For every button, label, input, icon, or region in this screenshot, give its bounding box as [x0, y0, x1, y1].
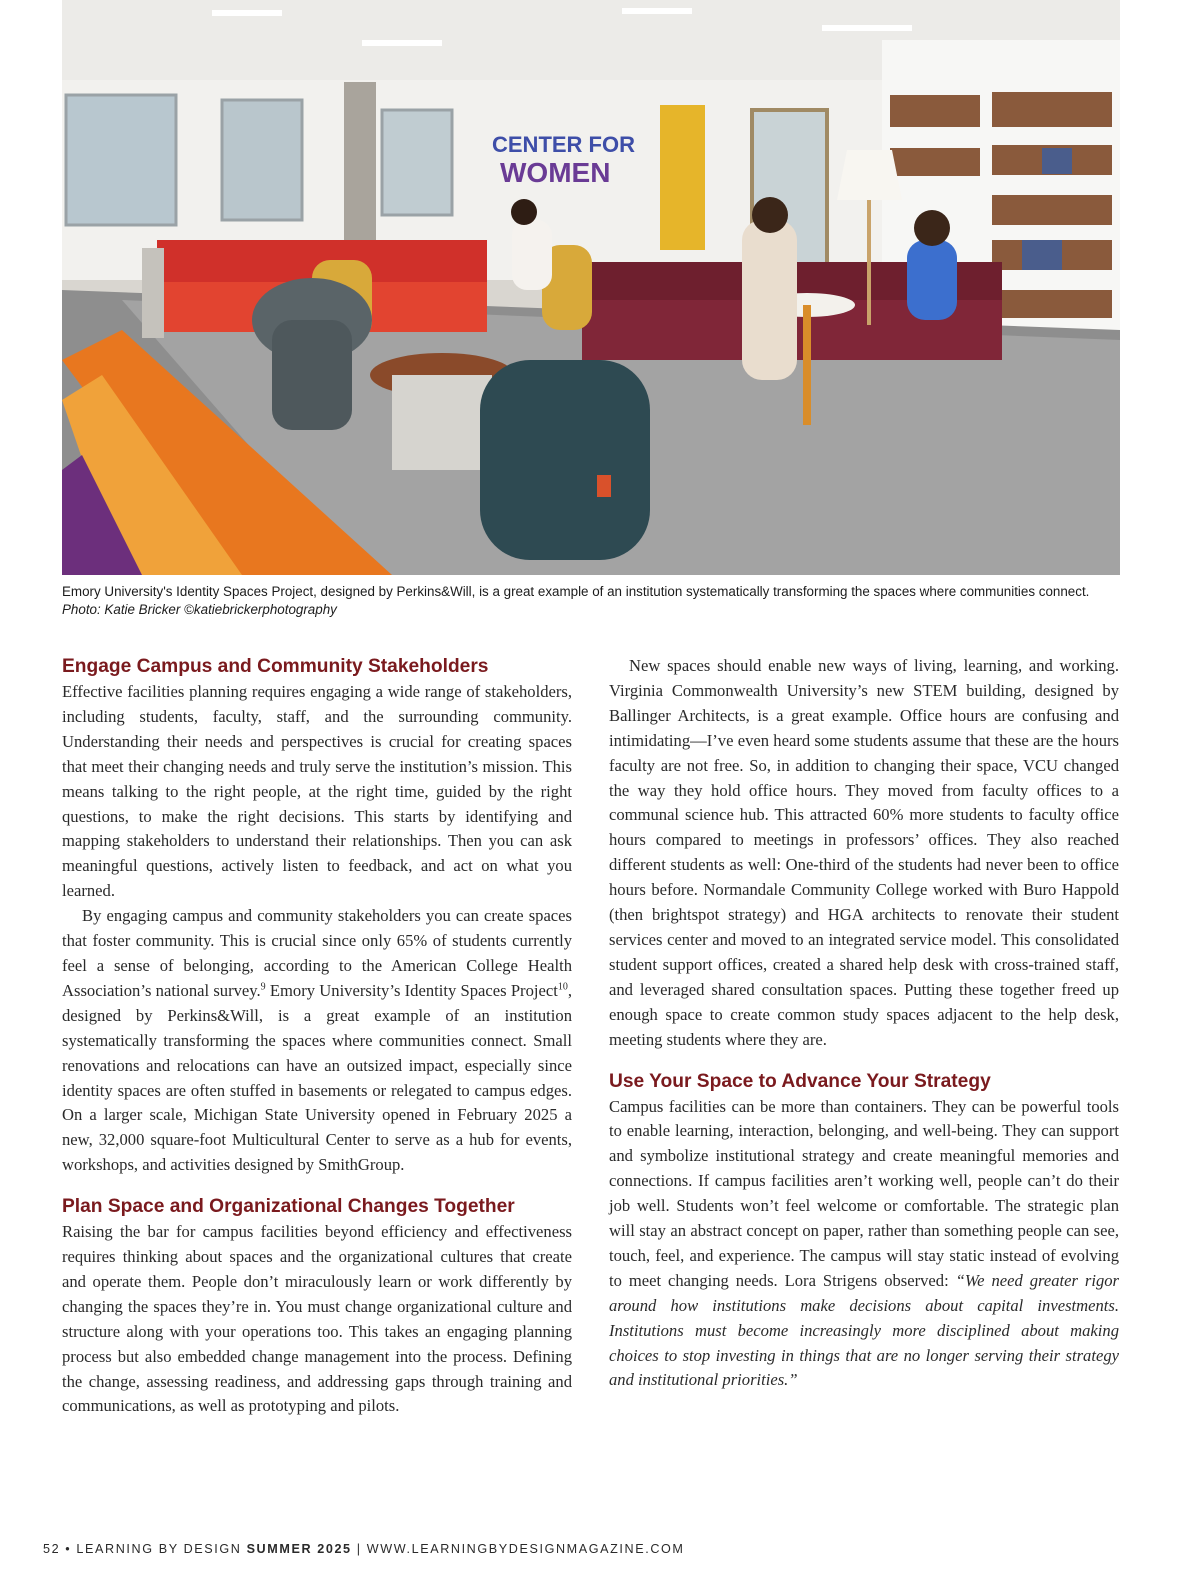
paragraph: Campus facilities can be more than containers. They can be powerful tools to enable learning, interaction, belonging, and well-being. They can support and symbolize institutional strategy and create meaningful memories and connections. If campus facilities aren’t working well, people can’t do their job well. Students won’t feel welcome or comfortable. The strategic plan will stay an abstract concept on paper, rather than something people can see, touch, feel, and experience. The campus will stay static instead of evolving to meet changing needs. Lora Strigens observed: “We need greater rigor around how institutions make decisions about capital investments. Institutions must become increasingly more disciplined about making choices to stop investing in things that are no longer serving their strategy and institutional priorities.” [609, 1096, 1119, 1390]
paragraph: New spaces should enable new ways of living, learning, and working. Virginia Commonwealth University’s new STEM building, designed by Ballinger Architects, is a great example. Office hours are confusing and intimidating—I’ve even heard some students assume that these are the hours faculty are not free. So, in addition to changing their space, VCU changed the way they hold office hours. They moved from faculty offices to a communal science hub. This attracted 60% more students to faculty office hours compared to meetings in professors’ offices. They also reached different students as well: One-third of the students had never been to office hours before. Normandale Community College worked with Buro Happold (then brightspot strategy) and HGA architects to renovate their student services center and moved to an integrated service model. This consolidated student support offices, created a shared help desk with cross-trained staff, and leveraged shared consultation spaces. Putting these together freed up enough space to create common study spaces adjacent to the help desk, meeting students where they are. [609, 656, 1119, 1049]
paragraph: By engaging campus and community stakeholders you can create spaces that foster community. This is crucial since only 65% of students currently feel a sense of belonging, according to the American College Health Association’s national survey.$^9$ Emory University’s Identity Spaces Project$^{10}$, designed by Perkins&Will, is a great example of an institution systematically transforming the spaces where communities connect. Small renovations and relocations can have an outsized impact, especially since identity spaces are often stuffed in basements or relegated to campus edges. On a larger scale, Michigan State University opened in February 2025 a new, 32,000 square-foot Multicultural Center to serve as a hub for events, workshops, and activities designed by SmithGroup. [62, 906, 572, 1175]
section-heading-plan: Plan Space and Organizational Changes Together [62, 1196, 515, 1218]
photo-caption [62, 583, 1142, 619]
caption-text: Emory University's Identity Spaces Project, designed by Perkins&Will, is a great example of an institution systematically transforming the spaces where communities connect. [62, 584, 1090, 599]
footer-url: | WWW.LEARNINGBYDESIGNMAGAZINE.COM [351, 1542, 685, 1556]
section-heading-engage: Engage Campus and Community Stakeholders [62, 656, 489, 677]
lounge-scene-illustration [62, 0, 1120, 575]
left-column [62, 654, 572, 1419]
section-heading-strategy: Use Your Space to Advance Your Strategy [609, 1070, 991, 1092]
paragraph: Effective facilities planning requires engaging a wide range of stakeholders, including students, faculty, staff, and the surrounding community. Understanding their needs and perspectives is crucial for creating spaces that meet their changing needs and truly serve the institution’s mission. This means talking to the right people, at the right time, guided by the right questions, to make the right decisions. This starts by identifying and mapping stakeholders to understand their relationships. Then you can ask meaningful questions, actively listen to feedback, and act on what you learned. [62, 682, 572, 901]
article-photo [62, 0, 1120, 575]
right-column [609, 654, 1119, 1393]
footer-issue: SUMMER 2025 [246, 1542, 352, 1556]
footnote-ref: 10 [557, 981, 568, 993]
photo-credit: Photo: Katie Bricker ©katiebrickerphotography [62, 602, 337, 617]
page-footer [43, 1542, 685, 1556]
pull-quote: “We need greater rigor around how institutions make decisions about capital investments. Institutions must become increasingly more disciplined about making choices to stop investing in things that are no longer serving their strategy and institutional priorities.” [609, 1270, 1119, 1390]
footnote-ref: 9 [260, 981, 266, 993]
paragraph: Raising the bar for campus facilities beyond efficiency and effectiveness requires thinking about spaces and the organizational cultures that create and operate them. People don’t miraculously learn or work differently by changing the spaces they’re in. You must change organizational culture and structure along with your operations too. This takes an engaging planning process but also embedded change management into the process. Defining the change, assessing readiness, and addressing gaps through training and communications, as well as prototyping and pilots. [62, 1222, 572, 1416]
svg-text:WOMEN: WOMEN [500, 157, 611, 188]
footer-page-magazine: 52 • LEARNING BY DESIGN [43, 1542, 247, 1556]
svg-text:CENTER FOR: CENTER FOR [492, 132, 635, 157]
